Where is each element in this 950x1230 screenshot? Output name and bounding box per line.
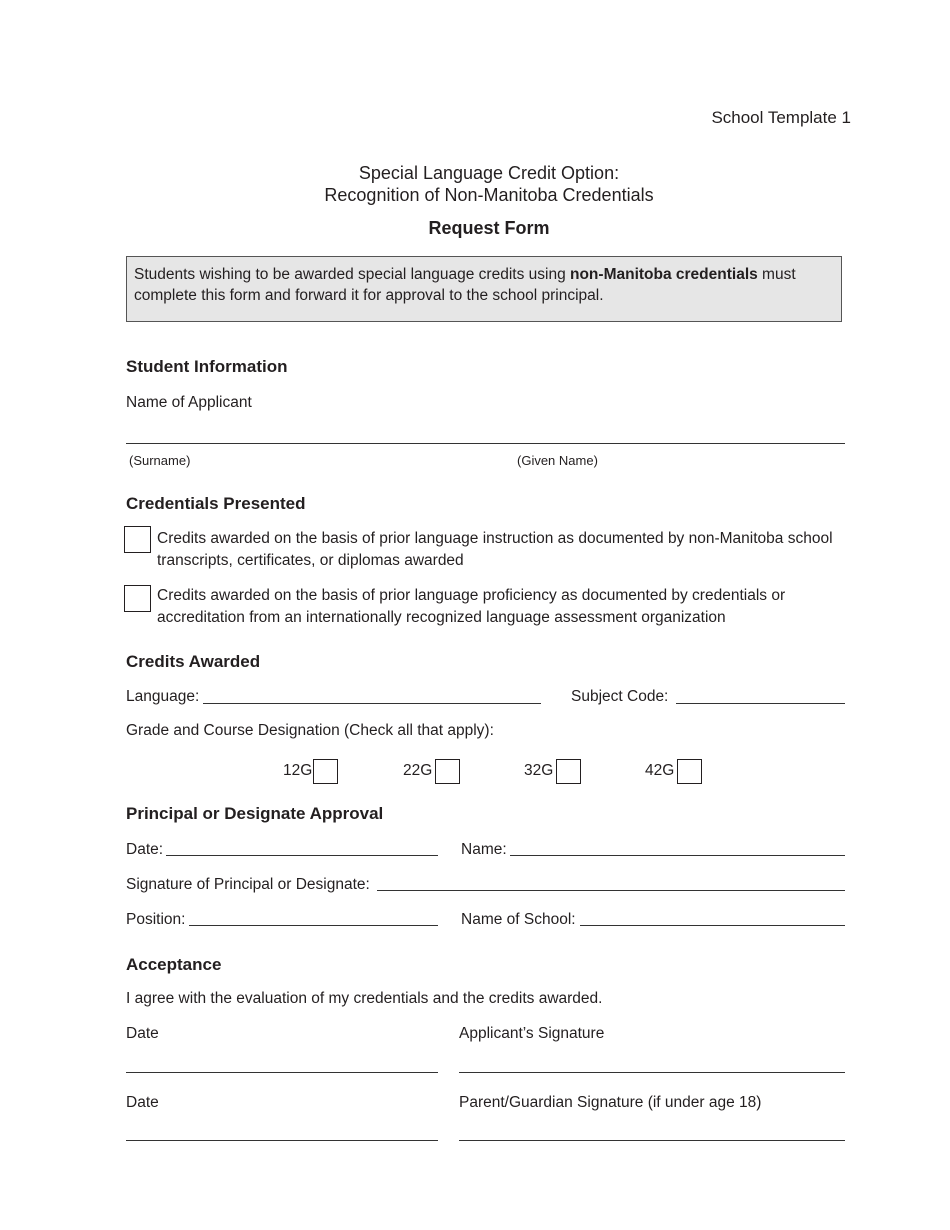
acceptance-date-label-2: Date	[126, 1094, 159, 1111]
acceptance-date-field-1[interactable]	[126, 1072, 438, 1073]
acceptance-date-label-1: Date	[126, 1025, 159, 1042]
position-field[interactable]	[189, 925, 438, 926]
form-title-line-2: Recognition of Non-Manitoba Credentials	[324, 185, 654, 205]
credential-option-2-checkbox[interactable]	[124, 585, 151, 612]
approval-name-label: Name:	[461, 841, 507, 858]
grade-12g-checkbox[interactable]	[313, 759, 338, 784]
given-name-label: (Given Name)	[517, 453, 598, 468]
grade-22g-checkbox[interactable]	[435, 759, 460, 784]
grade-42g-label: 42G	[645, 762, 675, 779]
student-information-heading: Student Information	[126, 357, 288, 376]
credentials-presented-heading: Credentials Presented	[126, 494, 306, 513]
intro-text-start: Students wishing to be awarded special language credits using	[134, 266, 570, 283]
grade-32g-label: 32G	[524, 762, 554, 779]
intro-text-end: must complete this form and forward it for approval to the school principal.	[134, 266, 796, 304]
position-label: Position:	[126, 911, 186, 928]
principal-approval-heading: Principal or Designate Approval	[126, 804, 384, 823]
credential-option-1-label: Credits awarded on the basis of prior language instruction as documented by non-Manitoba school transcripts, certificates, or diplomas awarded	[157, 530, 833, 569]
guardian-signature-label: Parent/Guardian Signature (if under age 18)	[459, 1094, 762, 1111]
approval-date-field[interactable]	[166, 855, 438, 856]
intro-text-bold: non-Manitoba credentials	[570, 266, 758, 283]
principal-signature-field[interactable]	[377, 890, 845, 891]
credential-option-1-checkbox[interactable]	[124, 526, 151, 553]
credential-option-2-label: Credits awarded on the basis of prior language proficiency as documented by credentials or accreditation from an internationally recognized language assessment organization	[157, 587, 786, 626]
grade-instruction-label: Grade and Course Designation (Check all that apply):	[126, 722, 494, 739]
grade-22g-label: 22G	[403, 762, 433, 779]
school-name-label: Name of School:	[461, 911, 576, 928]
grade-32g-checkbox[interactable]	[556, 759, 581, 784]
approval-date-label: Date:	[126, 841, 164, 858]
template-label: School Template 1	[711, 108, 851, 127]
principal-signature-label: Signature of Principal or Designate:	[126, 876, 370, 893]
guardian-signature-field[interactable]	[459, 1140, 845, 1141]
applicant-signature-label: Applicant’s Signature	[459, 1025, 605, 1042]
acceptance-heading: Acceptance	[126, 955, 222, 974]
form-title-line-1: Special Language Credit Option:	[358, 163, 620, 183]
language-label: Language:	[126, 688, 200, 705]
applicant-name-field[interactable]	[126, 443, 845, 444]
subject-code-field[interactable]	[676, 703, 845, 704]
surname-label: (Surname)	[129, 453, 191, 468]
grade-42g-checkbox[interactable]	[677, 759, 702, 784]
applicant-signature-field[interactable]	[459, 1072, 845, 1073]
acceptance-date-field-2[interactable]	[126, 1140, 438, 1141]
language-field[interactable]	[203, 703, 541, 704]
request-form-heading: Request Form	[428, 218, 550, 238]
approval-name-field[interactable]	[510, 855, 845, 856]
name-of-applicant-label: Name of Applicant	[126, 394, 252, 411]
acceptance-statement: I agree with the evaluation of my credentials and the credits awarded.	[126, 990, 603, 1007]
grade-12g-label: 12G	[283, 762, 313, 779]
credits-awarded-heading: Credits Awarded	[126, 652, 261, 671]
intro-notice-box	[126, 256, 842, 322]
school-name-field[interactable]	[580, 925, 845, 926]
subject-code-label: Subject Code:	[571, 688, 669, 705]
